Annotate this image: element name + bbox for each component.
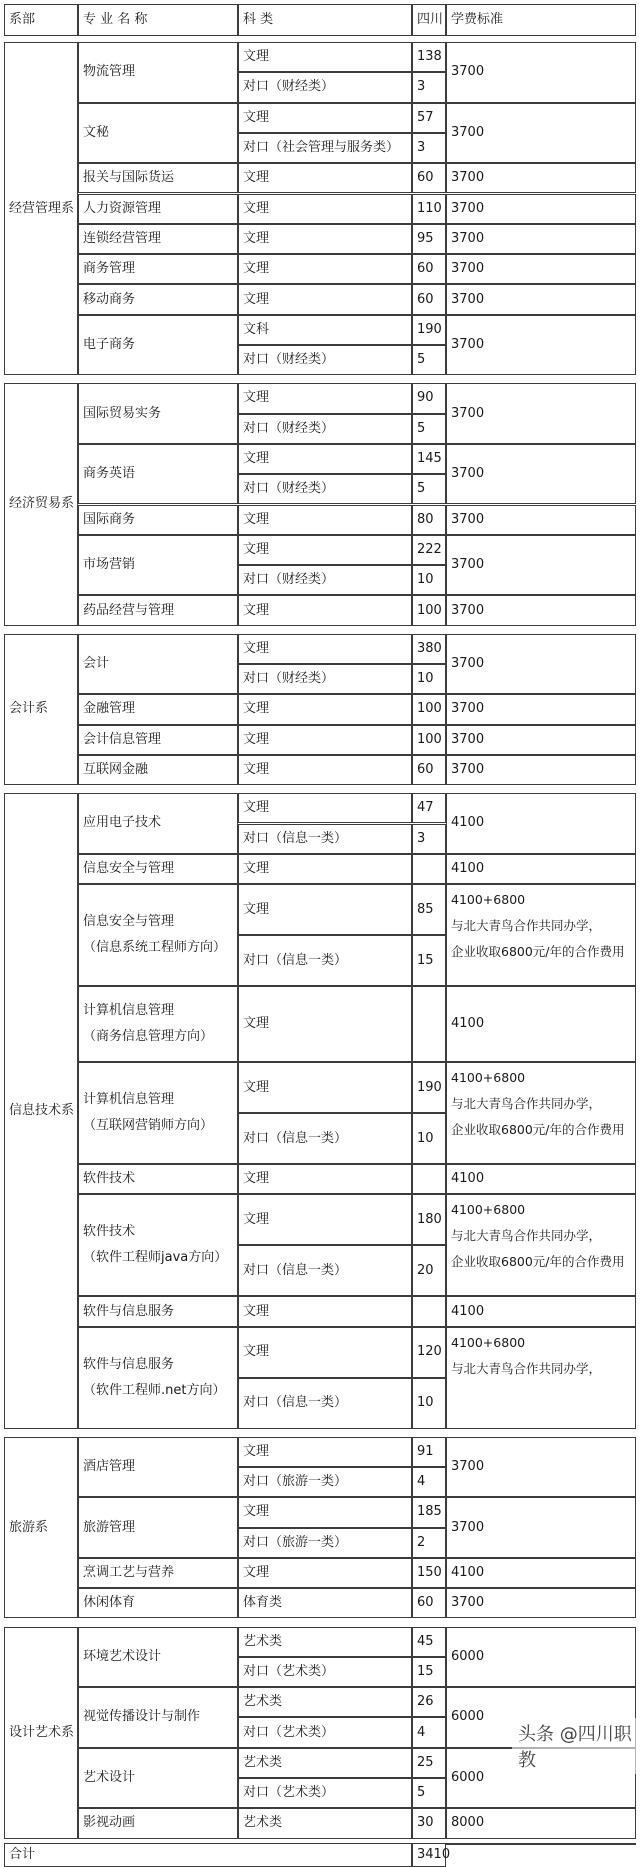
major-name: 移动商务	[78, 284, 238, 314]
fee-cell: 6000	[446, 1687, 636, 1748]
subject-cell: 对口（信息一类）	[238, 1245, 412, 1296]
major-name: 酒店管理	[78, 1437, 238, 1498]
major-name: 商务管理	[78, 254, 238, 284]
fee-cell: 8000	[446, 1808, 636, 1838]
department-name: 信息技术系	[4, 793, 78, 1429]
department-name: 设计艺术系	[4, 1627, 78, 1839]
subject-cell: 文理	[238, 284, 412, 314]
fee-cell: 3700	[446, 505, 636, 535]
quota-cell: 4	[412, 1717, 446, 1747]
quota-cell	[412, 986, 446, 1062]
subject-cell: 对口（艺术类）	[238, 1657, 412, 1687]
quota-cell: 5	[412, 474, 446, 504]
subject-cell: 文理	[238, 42, 412, 72]
major-name: 视觉传播设计与制作	[78, 1687, 238, 1748]
quota-cell: 60	[412, 755, 446, 785]
subject-cell: 文理	[238, 986, 412, 1062]
quota-cell: 30	[412, 1808, 446, 1838]
quota-cell: 100	[412, 595, 446, 625]
fee-cell: 4100	[446, 1164, 636, 1194]
subject-cell: 文理	[238, 505, 412, 535]
quota-cell: 190	[412, 315, 446, 345]
subject-cell: 文理	[238, 1062, 412, 1113]
subject-cell: 对口（信息一类）	[238, 1378, 412, 1429]
subject-cell: 对口（旅游一类）	[238, 1528, 412, 1558]
quota-cell: 222	[412, 535, 446, 565]
fee-cell: 3700	[446, 103, 636, 164]
quota-cell: 100	[412, 694, 446, 724]
fee-cell: 3700	[446, 194, 636, 224]
quota-cell: 150	[412, 1558, 446, 1588]
fee-cell: 4100+6800 与北大青鸟合作共同办学，	[446, 1327, 636, 1429]
quota-cell: 190	[412, 1062, 446, 1113]
quota-cell: 47	[412, 793, 446, 823]
major-name: 软件与信息服务	[78, 1296, 238, 1326]
subject-cell: 对口（财经类）	[238, 565, 412, 595]
quota-cell: 95	[412, 224, 446, 254]
subject-cell: 对口（财经类）	[238, 664, 412, 694]
quota-cell: 3	[412, 72, 446, 102]
department-name: 旅游系	[4, 1437, 78, 1619]
major-name: 市场营销	[78, 535, 238, 596]
major-name: 影视动画	[78, 1808, 238, 1838]
subject-cell: 文理	[238, 755, 412, 785]
major-name: 报关与国际货运	[78, 163, 238, 193]
major-name: 软件技术	[78, 1164, 238, 1194]
subject-cell: 文理	[238, 1164, 412, 1194]
quota-cell: 4	[412, 1467, 446, 1497]
major-name: 会计	[78, 634, 238, 695]
total-label: 合计	[4, 1843, 412, 1867]
fee-cell: 4100	[446, 854, 636, 884]
fee-cell: 3700	[446, 755, 636, 785]
subject-cell: 艺术类	[238, 1627, 412, 1657]
header-fee: 学费标准	[446, 4, 636, 36]
subject-cell: 文理	[238, 1194, 412, 1245]
major-name: 软件与信息服务 （软件工程师.net方向）	[78, 1327, 238, 1429]
quota-cell: 20	[412, 1245, 446, 1296]
fee-cell: 4100	[446, 1296, 636, 1326]
quota-cell: 57	[412, 103, 446, 133]
fee-cell: 3700	[446, 383, 636, 444]
major-name: 人力资源管理	[78, 194, 238, 224]
subject-cell: 文理	[238, 1497, 412, 1527]
fee-cell: 3700	[446, 254, 636, 284]
quota-cell: 80	[412, 505, 446, 535]
fee-cell: 3700	[446, 163, 636, 193]
quota-cell: 145	[412, 444, 446, 474]
major-name: 互联网金融	[78, 755, 238, 785]
quota-cell: 3	[412, 824, 446, 854]
fee-cell: 3700	[446, 595, 636, 625]
subject-cell: 文理	[238, 1558, 412, 1588]
department-name: 经济贸易系	[4, 383, 78, 625]
quota-cell: 138	[412, 42, 446, 72]
subject-cell: 文理	[238, 634, 412, 664]
header-dept: 系部	[4, 4, 78, 36]
header-subject: 科 类	[238, 4, 412, 36]
subject-cell: 对口（财经类）	[238, 474, 412, 504]
quota-cell: 180	[412, 1194, 446, 1245]
subject-cell: 对口（财经类）	[238, 345, 412, 375]
major-name: 软件技术 （软件工程师java方向）	[78, 1194, 238, 1296]
subject-cell: 文理	[238, 1437, 412, 1467]
subject-cell: 文理	[238, 103, 412, 133]
quota-cell: 5	[412, 414, 446, 444]
header-quota: 四川	[412, 4, 446, 36]
subject-cell: 文理	[238, 595, 412, 625]
major-name: 电子商务	[78, 315, 238, 376]
subject-cell: 文理	[238, 444, 412, 474]
quota-cell	[412, 1296, 446, 1326]
subject-cell: 文科	[238, 315, 412, 345]
major-name: 商务英语	[78, 444, 238, 505]
quota-cell: 100	[412, 725, 446, 755]
fee-cell: 4100	[446, 793, 636, 854]
fee-cell: 4100	[446, 1558, 636, 1588]
subject-cell: 艺术类	[238, 1687, 412, 1717]
subject-cell: 文理	[238, 884, 412, 935]
subject-cell: 文理	[238, 694, 412, 724]
quota-cell: 10	[412, 664, 446, 694]
quota-cell: 10	[412, 565, 446, 595]
subject-cell: 文理	[238, 725, 412, 755]
quota-cell: 10	[412, 1378, 446, 1429]
quota-cell: 60	[412, 1588, 446, 1618]
subject-cell: 对口（艺术类）	[238, 1717, 412, 1747]
subject-cell: 对口（信息一类）	[238, 824, 412, 854]
subject-cell: 艺术类	[238, 1748, 412, 1778]
subject-cell: 文理	[238, 254, 412, 284]
quota-cell: 15	[412, 1657, 446, 1687]
subject-cell: 文理	[238, 854, 412, 884]
fee-cell: 3700	[446, 634, 636, 695]
quota-cell: 10	[412, 1113, 446, 1164]
quota-cell: 110	[412, 194, 446, 224]
major-name: 金融管理	[78, 694, 238, 724]
quota-cell: 45	[412, 1627, 446, 1657]
subject-cell: 对口（财经类）	[238, 414, 412, 444]
quota-cell: 5	[412, 1778, 446, 1808]
fee-cell: 3700	[446, 315, 636, 376]
subject-cell: 对口（艺术类）	[238, 1778, 412, 1808]
subject-cell: 对口（信息一类）	[238, 935, 412, 986]
quota-cell	[412, 854, 446, 884]
subject-cell: 文理	[238, 224, 412, 254]
major-name: 国际商务	[78, 505, 238, 535]
major-name: 连锁经营管理	[78, 224, 238, 254]
subject-cell: 文理	[238, 163, 412, 193]
quota-cell: 15	[412, 935, 446, 986]
quota-cell: 5	[412, 345, 446, 375]
fee-cell: 3700	[446, 284, 636, 314]
fee-cell: 3700	[446, 1497, 636, 1558]
fee-cell: 6000	[446, 1748, 636, 1809]
major-name: 环境艺术设计	[78, 1627, 238, 1688]
major-name: 文秘	[78, 103, 238, 164]
fee-cell: 3700	[446, 694, 636, 724]
major-name: 国际贸易实务	[78, 383, 238, 444]
fee-cell: 3700	[446, 224, 636, 254]
fee-cell: 4100+6800 与北大青鸟合作共同办学， 企业收取6800元/年的合作费用	[446, 1062, 636, 1164]
fee-cell: 3700	[446, 725, 636, 755]
fee-cell: 3700	[446, 1588, 636, 1618]
quota-cell: 3	[412, 133, 446, 163]
subject-cell: 对口（社会管理与服务类）	[238, 133, 412, 163]
fee-cell: 3700	[446, 535, 636, 596]
subject-cell: 文理	[238, 793, 412, 823]
fee-cell: 4100	[446, 986, 636, 1062]
major-name: 信息安全与管理 （信息系统工程师方向）	[78, 884, 238, 986]
major-name: 计算机信息管理 （互联网营销师方向）	[78, 1062, 238, 1164]
fee-cell: 3700	[446, 444, 636, 505]
major-name: 艺术设计	[78, 1748, 238, 1809]
major-name: 物流管理	[78, 42, 238, 103]
watermark: 头条 @四川职教	[512, 1718, 640, 1774]
major-name: 旅游管理	[78, 1497, 238, 1558]
subject-cell: 对口（信息一类）	[238, 1113, 412, 1164]
major-name: 计算机信息管理 （商务信息管理方向）	[78, 986, 238, 1062]
fee-cell: 6000	[446, 1627, 636, 1688]
quota-cell: 90	[412, 383, 446, 413]
quota-cell: 85	[412, 884, 446, 935]
department-name: 经营管理系	[4, 42, 78, 375]
subject-cell: 对口（财经类）	[238, 72, 412, 102]
subject-cell: 艺术类	[238, 1808, 412, 1838]
quota-cell: 185	[412, 1497, 446, 1527]
quota-cell	[412, 1164, 446, 1194]
subject-cell: 体育类	[238, 1588, 412, 1618]
fee-cell: 4100+6800 与北大青鸟合作共同办学， 企业收取6800元/年的合作费用	[446, 1194, 636, 1296]
major-name: 烹调工艺与营养	[78, 1558, 238, 1588]
quota-cell: 120	[412, 1327, 446, 1378]
quota-cell: 2	[412, 1528, 446, 1558]
subject-cell: 文理	[238, 1327, 412, 1378]
quota-cell: 380	[412, 634, 446, 664]
department-name: 会计系	[4, 634, 78, 786]
header-major: 专 业 名 称	[78, 4, 238, 36]
quota-cell: 60	[412, 163, 446, 193]
fee-cell: 3700	[446, 1437, 636, 1498]
major-name: 会计信息管理	[78, 725, 238, 755]
fee-cell: 3700	[446, 42, 636, 103]
major-name: 信息安全与管理	[78, 854, 238, 884]
fee-cell: 4100+6800 与北大青鸟合作共同办学， 企业收取6800元/年的合作费用	[446, 884, 636, 986]
quota-cell: 91	[412, 1437, 446, 1467]
subject-cell: 文理	[238, 383, 412, 413]
total-value: 3410	[412, 1843, 446, 1867]
subject-cell: 文理	[238, 535, 412, 565]
major-name: 休闲体育	[78, 1588, 238, 1618]
subject-cell: 文理	[238, 1296, 412, 1326]
subject-cell: 对口（旅游一类）	[238, 1467, 412, 1497]
quota-cell: 26	[412, 1687, 446, 1717]
total-fee-empty	[446, 1843, 636, 1845]
quota-cell: 60	[412, 254, 446, 284]
major-name: 应用电子技术	[78, 793, 238, 854]
quota-cell: 25	[412, 1748, 446, 1778]
major-name: 药品经营与管理	[78, 595, 238, 625]
subject-cell: 文理	[238, 194, 412, 224]
quota-cell: 60	[412, 284, 446, 314]
